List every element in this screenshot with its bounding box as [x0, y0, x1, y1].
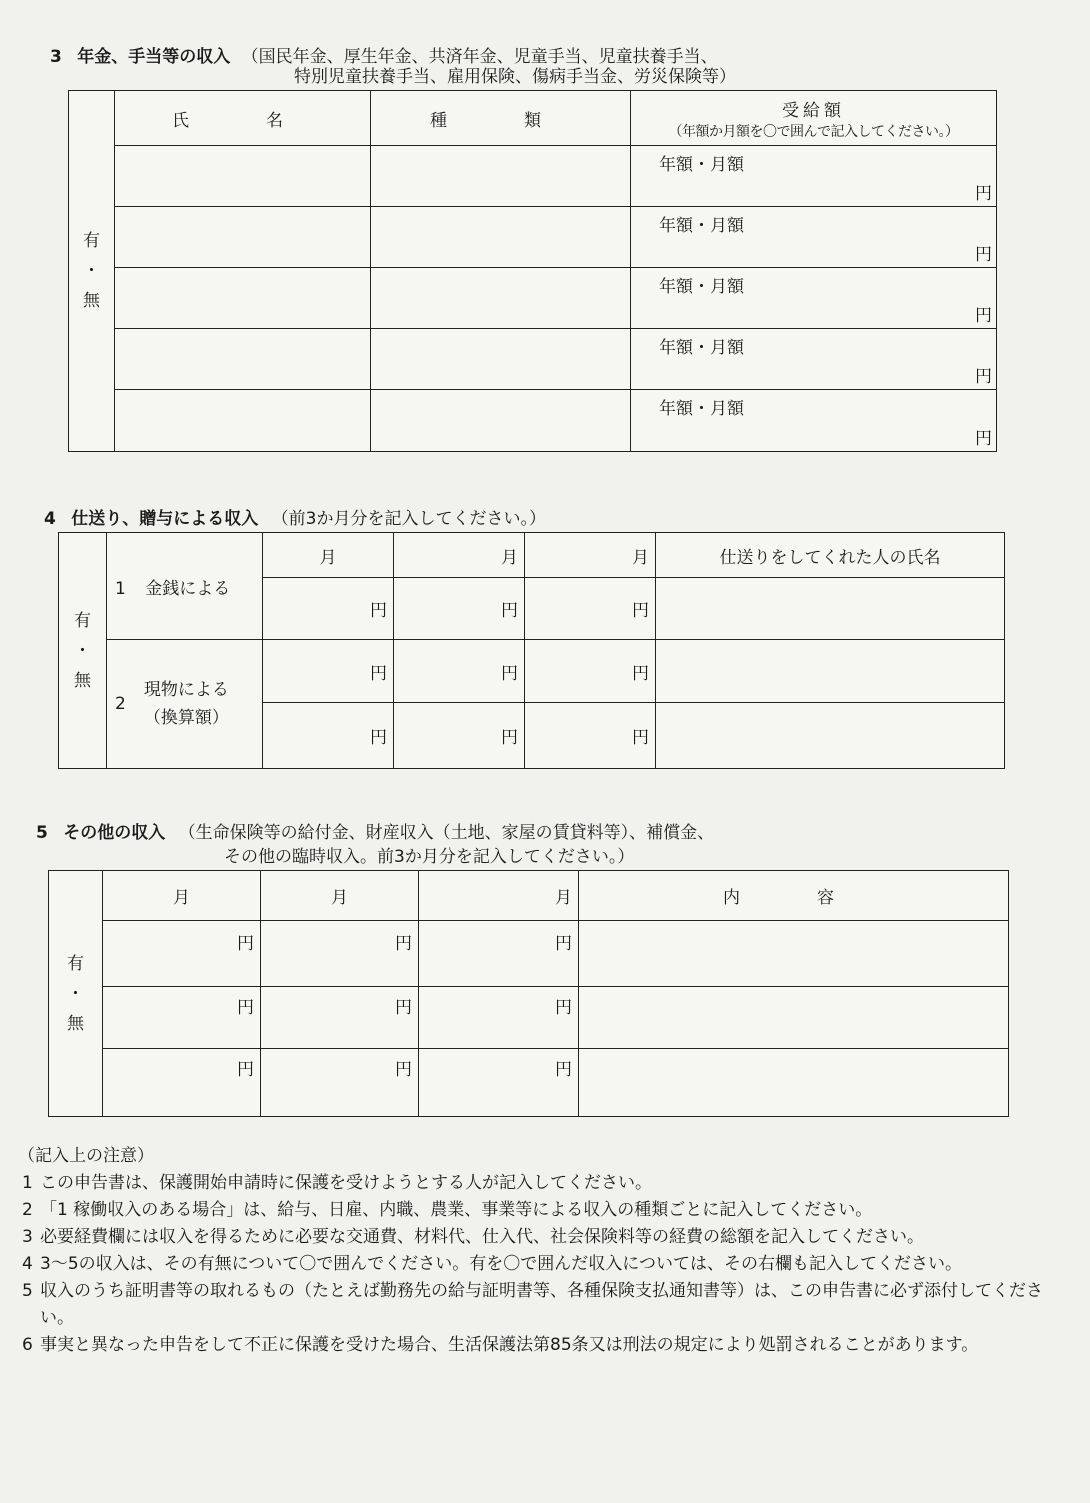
section4-presence-cell[interactable] [59, 533, 107, 769]
yen-unit: 円 [370, 663, 387, 684]
yen-unit: 円 [555, 998, 572, 1018]
note-number: 2 [22, 1200, 33, 1220]
yen-unit: 円 [501, 663, 518, 684]
type-field[interactable] [371, 390, 631, 452]
presence-dot: ・ [74, 640, 91, 661]
yen-unit: 円 [370, 728, 387, 748]
type-field[interactable] [371, 329, 631, 390]
section4-heading [44, 508, 546, 530]
yen-unit: 円 [975, 184, 992, 204]
notes-section [18, 1143, 1048, 1359]
amount-field[interactable] [631, 268, 997, 329]
name-field[interactable] [115, 268, 371, 329]
yen-unit: 円 [975, 367, 992, 387]
section4-note: （前3か月分を記入してください。） [271, 509, 546, 529]
yen-unit: 円 [632, 728, 649, 748]
presence-dot: ・ [83, 261, 100, 281]
note-text: 「1 稼働収入のある場合」は、給与、日雇、内職、農業、事業等による収入の種類ごとに記入してください。 [40, 1200, 873, 1220]
note-number: 1 [22, 1173, 33, 1193]
section5-presence-cell[interactable] [49, 871, 103, 1117]
yen-unit: 円 [237, 1060, 254, 1080]
month-field[interactable] [394, 533, 525, 578]
amount-field[interactable] [419, 987, 579, 1049]
presence-no[interactable]: 無 [67, 1013, 84, 1034]
month-unit: 月 [555, 888, 572, 908]
presence-dot: ・ [67, 983, 84, 1004]
item1-cell [107, 533, 263, 640]
annual-monthly-label[interactable]: 年額・月額 [659, 338, 744, 358]
note-text: 3～5の収入は、その有無について〇で囲んでください。有を〇で囲んだ収入については、その右欄も記入してください。 [40, 1254, 962, 1274]
amount-field[interactable] [419, 921, 579, 987]
amount-field[interactable] [631, 329, 997, 390]
amount-field[interactable] [631, 146, 997, 207]
item2-label: 現物による [143, 680, 229, 700]
type-field[interactable] [371, 207, 631, 268]
amount-field[interactable] [631, 390, 997, 452]
note-text: この申告書は、保護開始申請時に保護を受けようとする人が記入してください。 [40, 1173, 652, 1193]
section5-number: 5 [36, 823, 48, 843]
content-field[interactable] [579, 1049, 1009, 1117]
yen-unit: 円 [501, 601, 518, 621]
section4-table [58, 532, 1005, 769]
sender-header: 仕送りをしてくれた人の氏名 [656, 533, 1005, 578]
name-field[interactable] [115, 329, 371, 390]
month-field[interactable] [419, 871, 579, 921]
yen-unit: 円 [975, 245, 992, 265]
item2-number: 2 [115, 694, 126, 714]
month-unit: 月 [632, 547, 649, 568]
type-field[interactable] [371, 146, 631, 207]
yen-unit: 円 [975, 306, 992, 326]
section3-note-line1: （国民年金、厚生年金、共済年金、児童手当、児童扶養手当、 [241, 47, 718, 67]
note-item [18, 1224, 1048, 1251]
col-header-amount-label: 受給額 [782, 100, 845, 121]
item1-label: 金銭による [145, 578, 231, 599]
yen-unit: 円 [395, 934, 412, 954]
amount-field[interactable] [525, 640, 656, 703]
section5-note-line1: （生命保険等の給付金、財産収入（土地、家屋の賃貸料等）、補償金、 [178, 823, 715, 843]
annual-monthly-label[interactable]: 年額・月額 [659, 216, 744, 236]
section3-presence-cell[interactable] [69, 91, 115, 452]
note-text: 必要経費欄には収入を得るために必要な交通費、材料代、仕入代、社会保険料等の経費の総額を記入してください。 [40, 1227, 924, 1247]
amount-field[interactable] [394, 703, 525, 769]
amount-field[interactable] [631, 207, 997, 268]
yen-unit: 円 [632, 601, 649, 621]
amount-field[interactable] [261, 921, 419, 987]
item2-sublabel: （換算額） [143, 708, 229, 728]
amount-field[interactable] [103, 921, 261, 987]
yen-unit: 円 [555, 1060, 572, 1080]
note-text: 収入のうち証明書等の取れるもの（たとえば勤務先の給与証明書等、各種保険支払通知書等）は、この申告書に必ず添付してください。 [40, 1281, 1043, 1328]
amount-field[interactable] [261, 1049, 419, 1117]
col-header-amount [631, 91, 997, 146]
yen-unit: 円 [237, 998, 254, 1018]
annual-monthly-label[interactable]: 年額・月額 [659, 399, 744, 419]
note-item [18, 1251, 1048, 1278]
type-field[interactable] [371, 268, 631, 329]
month-field[interactable] [103, 871, 261, 921]
amount-field[interactable] [394, 640, 525, 703]
annual-monthly-label[interactable]: 年額・月額 [659, 155, 744, 175]
presence-yes[interactable]: 有 [74, 610, 91, 631]
month-field[interactable] [261, 871, 419, 921]
presence-no[interactable]: 無 [83, 291, 100, 311]
sender-name-field[interactable] [656, 640, 1005, 703]
amount-field[interactable] [525, 703, 656, 769]
section3-table [68, 90, 997, 452]
amount-field[interactable] [103, 1049, 261, 1117]
annual-monthly-label[interactable]: 年額・月額 [659, 277, 744, 297]
amount-field[interactable] [263, 640, 394, 703]
yen-unit: 円 [395, 1060, 412, 1080]
amount-field[interactable] [263, 703, 394, 769]
yen-unit: 円 [370, 601, 387, 621]
section3-title: 年金、手当等の収入 [77, 47, 231, 67]
yen-unit: 円 [555, 934, 572, 954]
note-text: 事実と異なった申告をして不正に保護を受けた場合、生活保護法第85条又は刑法の規定により処罰されることがあります。 [40, 1335, 979, 1355]
amount-field[interactable] [419, 1049, 579, 1117]
yen-unit: 円 [501, 728, 518, 748]
section4-title: 仕送り、贈与による収入 [71, 509, 259, 529]
section4-number: 4 [44, 509, 56, 529]
yen-unit: 円 [632, 663, 649, 684]
section3-number: 3 [50, 47, 62, 67]
month-field[interactable] [263, 533, 394, 578]
note-number: 3 [22, 1227, 33, 1247]
content-field[interactable] [579, 921, 1009, 987]
note-item [18, 1332, 1048, 1359]
presence-no[interactable]: 無 [74, 670, 91, 691]
amount-field[interactable] [525, 578, 656, 640]
section3-heading [50, 46, 718, 68]
content-field[interactable] [579, 987, 1009, 1049]
month-unit: 月 [319, 547, 337, 568]
presence-yes[interactable]: 有 [67, 953, 84, 974]
yen-unit: 円 [237, 934, 254, 954]
section5-note-line2: その他の臨時収入。前3か月分を記入してください。） [224, 847, 635, 867]
name-field[interactable] [115, 146, 371, 207]
month-field[interactable] [525, 533, 656, 578]
section5-table [48, 870, 1009, 1117]
note-item [18, 1278, 1048, 1332]
section5-title: その他の収入 [63, 823, 166, 843]
section3-note-line2: 特別児童扶養手当、雇用保険、傷病手当金、労災保険等） [294, 67, 736, 87]
month-unit: 月 [501, 547, 518, 568]
item1-number: 1 [115, 578, 126, 599]
col-header-amount-note: （年額か月額を〇で囲んで記入してください。） [668, 123, 959, 140]
name-field[interactable] [115, 207, 371, 268]
item2-cell [107, 640, 263, 769]
amount-field[interactable] [394, 578, 525, 640]
sender-name-field[interactable] [656, 703, 1005, 769]
content-header: 内 容 [579, 871, 1009, 921]
notes-heading: （記入上の注意） [18, 1146, 154, 1166]
note-item [18, 1170, 1048, 1197]
col-header-name: 氏 名 [115, 91, 371, 146]
sender-name-field[interactable] [656, 578, 1005, 640]
amount-field[interactable] [261, 987, 419, 1049]
amount-field[interactable] [103, 987, 261, 1049]
yen-unit: 円 [395, 998, 412, 1018]
amount-field[interactable] [263, 578, 394, 640]
month-unit: 月 [173, 888, 190, 908]
note-number: 6 [22, 1335, 33, 1355]
note-number: 4 [22, 1254, 33, 1274]
presence-yes[interactable]: 有 [83, 231, 100, 251]
col-header-type: 種 類 [371, 91, 631, 146]
note-number: 5 [22, 1281, 33, 1301]
name-field[interactable] [115, 390, 371, 452]
yen-unit: 円 [975, 429, 992, 449]
note-item [18, 1197, 1048, 1224]
section5-heading [36, 822, 714, 844]
month-unit: 月 [331, 888, 348, 908]
